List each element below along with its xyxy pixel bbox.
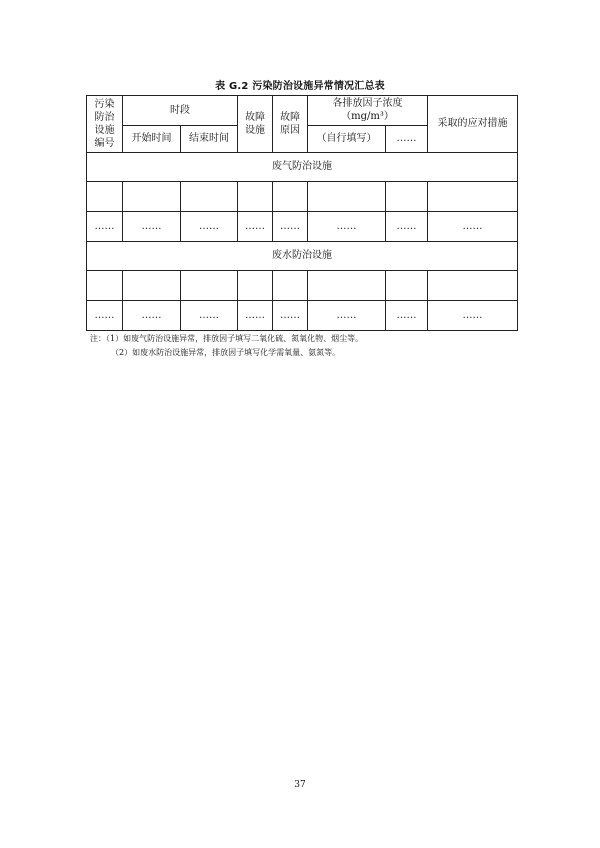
table-cell: ……: [87, 301, 123, 331]
table-cell: ……: [123, 301, 181, 331]
table-cell: ……: [181, 301, 238, 331]
table-cell: ……: [386, 301, 428, 331]
table-cell[interactable]: [181, 271, 238, 301]
table-cell: ……: [308, 301, 386, 331]
table-title: 表 G.2 污染防治设施异常情况汇总表: [215, 81, 385, 92]
section-header-row: [87, 242, 518, 271]
section-title-waste-water: 废水防治设施: [87, 242, 518, 271]
table-cell[interactable]: [87, 182, 123, 212]
table-cell: ……: [238, 301, 273, 331]
table-cell[interactable]: [308, 271, 386, 301]
table-cell[interactable]: [273, 271, 308, 301]
table-cell: ……: [386, 212, 428, 242]
table-row: [87, 182, 518, 212]
table-cell[interactable]: [428, 182, 518, 212]
table-cell[interactable]: [386, 271, 428, 301]
table-cell[interactable]: [238, 271, 273, 301]
header-more-factors: ……: [386, 126, 428, 153]
header-measures: 采取的应对措施: [428, 96, 518, 153]
table-cell: ……: [87, 212, 123, 242]
table-row: [87, 301, 518, 331]
header-fault-facility: 故障 设施: [238, 96, 273, 153]
table-cell: ……: [428, 301, 518, 331]
table-cell: ……: [238, 212, 273, 242]
header-fault-cause: 故障 原因: [273, 96, 308, 153]
note-waste-water: （2）如废水防治设施异常，排放因子填写化学需氧量、氨氮等。: [111, 348, 341, 357]
header-facility-id: 污染 防治 设施 编号: [87, 96, 123, 153]
header-row-top: [87, 96, 518, 126]
table-notes: [90, 332, 363, 360]
header-factor-concentration: 各排放因子浓度 （mg/m³）: [308, 96, 428, 126]
table-cell[interactable]: [273, 182, 308, 212]
header-start-time: 开始时间: [123, 126, 181, 153]
table-cell[interactable]: [87, 271, 123, 301]
table-cell: ……: [273, 212, 308, 242]
table-cell[interactable]: [123, 182, 181, 212]
table-row: [87, 212, 518, 242]
page-number: 37: [294, 780, 306, 790]
section-title-waste-gas: 废气防治设施: [87, 153, 518, 182]
table-cell[interactable]: [386, 182, 428, 212]
table-cell[interactable]: [428, 271, 518, 301]
table-cell: ……: [123, 212, 181, 242]
table-cell: ……: [273, 301, 308, 331]
anomaly-summary-table: [86, 95, 518, 331]
header-self-fill: （自行填写）: [308, 126, 386, 153]
table-cell: ……: [428, 212, 518, 242]
table-cell: ……: [181, 212, 238, 242]
table-row: [87, 271, 518, 301]
note-waste-gas: 注：（1）如废气防治设施异常，排放因子填写二氧化硫、氮氧化物、烟尘等。: [90, 334, 364, 343]
table-cell[interactable]: [123, 271, 181, 301]
header-end-time: 结束时间: [181, 126, 238, 153]
table-cell[interactable]: [181, 182, 238, 212]
table-cell[interactable]: [238, 182, 273, 212]
table-cell[interactable]: [308, 182, 386, 212]
section-header-row: [87, 153, 518, 182]
table-cell: ……: [308, 212, 386, 242]
header-period: 时段: [123, 96, 238, 126]
